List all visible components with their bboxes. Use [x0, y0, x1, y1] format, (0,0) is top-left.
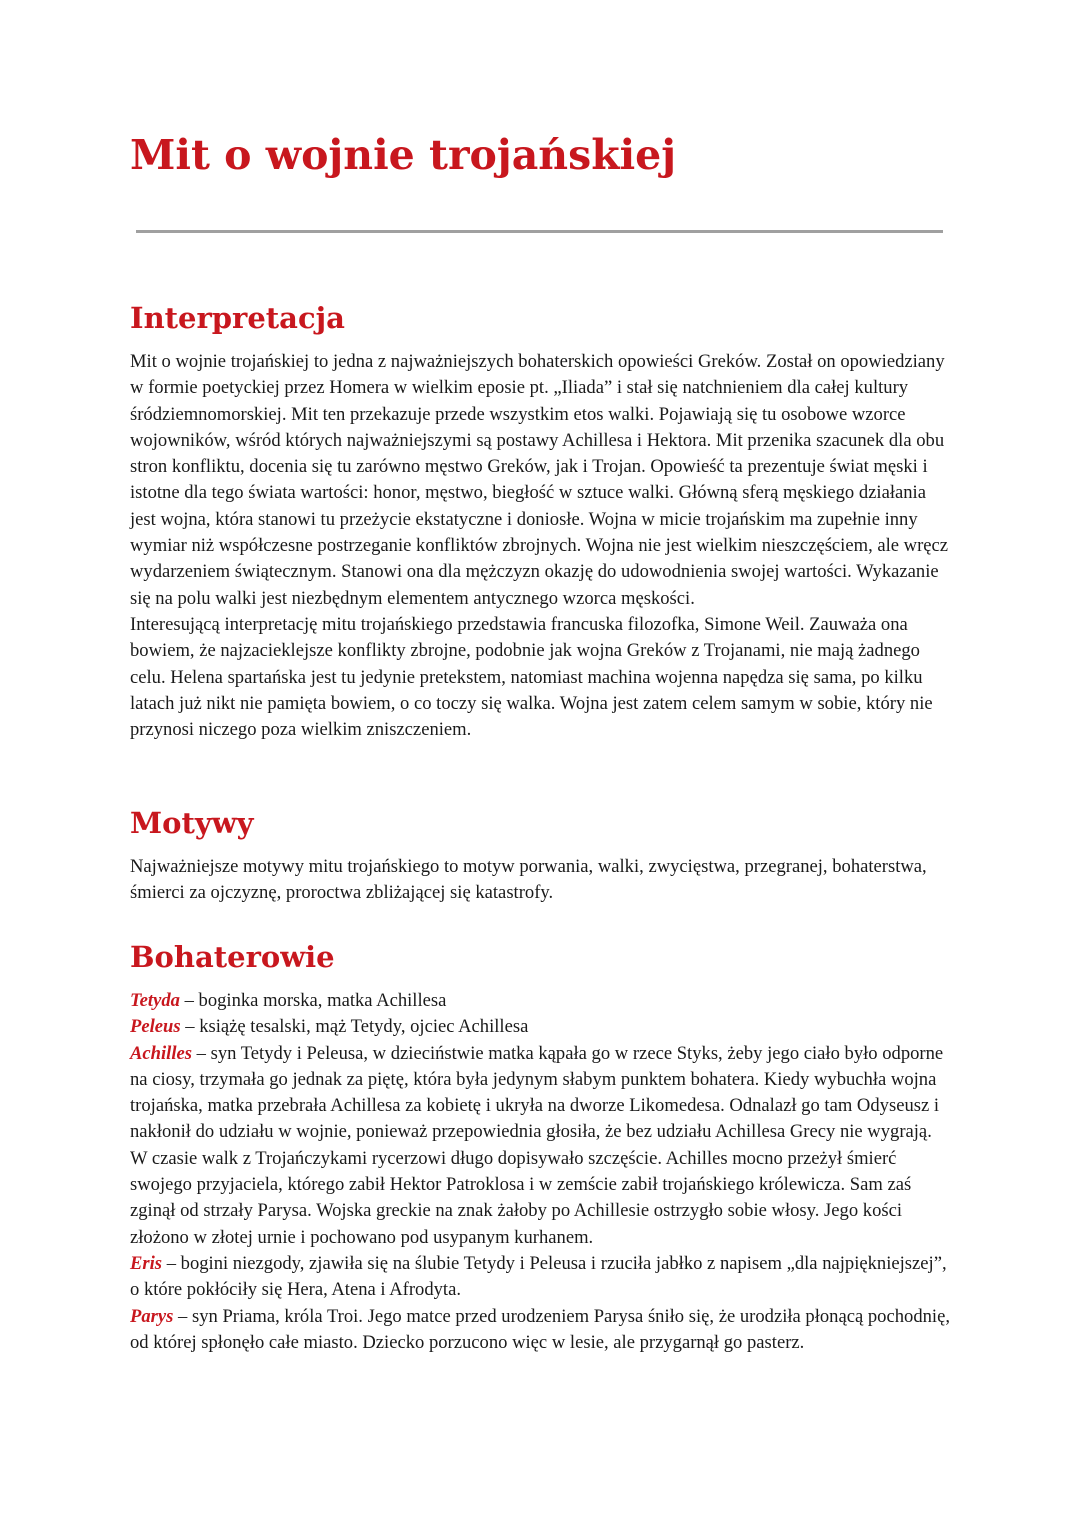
section-heading-motywy: Motywy — [130, 806, 254, 840]
section-body-bohaterowie — [130, 988, 950, 1356]
hero-entry — [130, 1014, 950, 1040]
hero-description: – syn Priama, króla Troi. Jego matce przed urodzeniem Parysa śniło się, że urodziła płonącą pochodnię, od której spłonęło całe miasto. Dziecko porzucono więc w lesie, ale przygarnął go pasterz. — [130, 1305, 950, 1353]
hero-name: Eris — [130, 1252, 163, 1274]
hero-description: – boginka morska, matka Achillesa — [179, 990, 447, 1011]
title-divider — [136, 230, 943, 233]
hero-entry — [130, 988, 950, 1014]
hero-description: – bogini niezgody, zjawiła się na ślubie Tetydy i Peleusa i rzuciła jabłko z napisem „dla najpiękniejszej”, o które pokłóciły się Hera, Atena i Afrodyta. — [130, 1252, 947, 1301]
paragraph: Najważniejsze motywy mitu trojańskiego to motyw porwania, walki, zwycięstwa, przegranej, bohaterstwa, śmierci za ojczyznę, proroctwa zbliżającej się katastrofy. — [130, 856, 927, 904]
hero-entry — [130, 1251, 950, 1304]
section-body-interpretacja — [130, 349, 950, 743]
paragraph: Interesującą interpretację mitu trojańskiego przedstawia francuska filozofka, Simone Weil. Zauważa ona bowiem, że najzacieklejsze konflikty zbrojne, podobnie jak wojna Greków z Trojanami, nie mają żadnego celu. Helena spartańska jest tu jedynie pretekstem, natomiast machina wojenna napędza się sama, po kilku latach już nikt nie pamięta bowiem, o co toczy się walka. Wojna jest zatem celem samym w sobie, który nie przynosi niczego poza wielkim zniszczeniem. — [130, 613, 933, 741]
hero-description: – syn Tetydy i Peleusa, w dzieciństwie matka kąpała go w rzece Styks, żeby jego ciało było odporne na ciosy, trzymała go jednak za piętę, która była jedynym słabym punktem bohatera. Kiedy wybuchła wojna trojańska, matka przebrała Achillesa za kobietę i ukryła na dworze Likomedesa. Odnalazł go tam Odyseusz i nakłonił do udziału w wojnie, ponieważ przepowiednia głosiła, że bez udziału Achillesa Grecy nie wygrają. W czasie walk z Trojańczykami rycerzowi długo dopisywało szczęście. Achilles mocno przeżył śmierć swojego przyjaciela, którego zabił Hektor Patroklosa i w zemście zabił trojańskiego królewicza. Sam zaś zginął od strzały Parysa. Wojska greckie na znak żałoby po Achillesie ostrzygło sobie włosy. Jego kości złożono w złotej urnie i pochowano pod usypanym kurhanem. — [130, 1042, 944, 1248]
hero-entry — [130, 1041, 950, 1251]
paragraph: Mit o wojnie trojańskiej to jedna z najważniejszych bohaterskich opowieści Greków. Został on opowiedziany w formie poetyckiej przez Homera w wielkim eposie pt. „Iliada” i stał się natchnieniem dla całej kultury śródziemnomorskiej. Mit ten przekazuje przede wszystkim etos walki. Pojawiają się tu osobowe wzorce wojowników, wśród których najważniejszymi są postawy Achillesa i Hektora. Mit przenika szacunek dla obu stron konfliktu, docenia się tu zarówno męstwo Greków, jak i Trojan. Opowieść ta prezentuje świat męski i istotne dla tego świata wartości: honor, męstwo, biegłość w sztuce walki. Główną sferą męskiego działania jest wojna, która stanowi tu przeżycie ekstatyczne i doniosłe. Wojna w micie trojańskim ma zupełnie inny wymiar niż współczesne postrzeganie konfliktów zbrojnych. Wojna nie jest wielkim nieszczęściem, ale wręcz wydarzeniem świątecznym. Stanowi ona dla mężczyzn okazję do udowodnienia swojej wartości. Wykazanie się na polu walki jest niezbędnym elementem antycznego wzorca męskości. — [130, 351, 949, 609]
hero-entry — [130, 1304, 950, 1357]
hero-name: Parys — [130, 1305, 174, 1327]
section-heading-bohaterowie: Bohaterowie — [130, 940, 335, 974]
hero-description: – książę tesalski, mąż Tetydy, ojciec Achillesa — [180, 1016, 529, 1038]
page-title: Mit o wojnie trojańskiej — [130, 131, 677, 179]
hero-name: Achilles — [130, 1042, 192, 1064]
section-heading-interpretacja: Interpretacja — [130, 301, 345, 335]
section-body-motywy — [130, 854, 950, 907]
hero-name: Peleus — [130, 1016, 181, 1038]
hero-name: Tetyda — [130, 990, 180, 1011]
